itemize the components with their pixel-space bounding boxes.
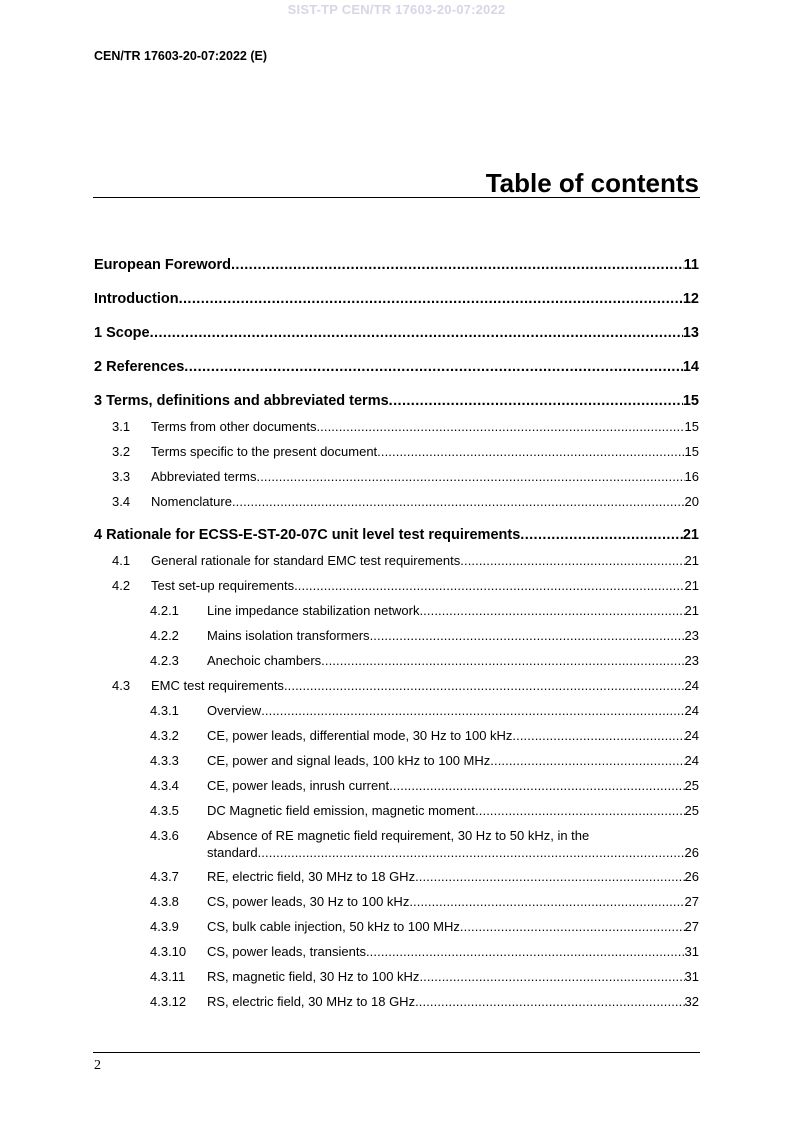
toc-entry-page: 20 xyxy=(684,494,699,509)
toc-entry-page: 26 xyxy=(684,869,699,884)
toc-leader-dots xyxy=(512,727,684,744)
toc-entry-page: 26 xyxy=(684,845,699,860)
toc-leader-dots xyxy=(460,918,685,935)
toc-entry-page: 23 xyxy=(684,628,699,643)
toc-entry-label: 2 References xyxy=(94,359,185,375)
toc-entry-number: 4.1 xyxy=(112,553,131,568)
toc-entry-page: 21 xyxy=(684,603,699,618)
toc-entry-label-line1: Absence of RE magnetic field requirement, 30 Hz to 50 kHz, in the xyxy=(207,828,590,843)
toc-entry-page: 21 xyxy=(682,527,699,543)
toc-entry-label: Abbreviated terms xyxy=(151,469,257,484)
toc-entry-page: 31 xyxy=(684,969,699,984)
toc-entry-label: CS, bulk cable injection, 50 kHz to 100 MHz xyxy=(207,919,460,934)
toc-entry-label: General rationale for standard EMC test requirements xyxy=(151,553,461,568)
toc-leader-dots xyxy=(377,443,684,460)
toc-entry-page: 11 xyxy=(683,257,699,273)
toc-entry-page: 15 xyxy=(684,419,699,434)
toc-entry-page: 13 xyxy=(682,325,699,341)
toc-entry-page: 15 xyxy=(682,393,699,409)
document-reference: CEN/TR 17603-20-07:2022 (E) xyxy=(94,49,267,63)
toc-entry-label: Nomenclature xyxy=(151,494,232,509)
toc-leader-dots xyxy=(419,602,684,619)
toc-entry-page: 24 xyxy=(684,753,699,768)
toc-entry-label: CS, power leads, transients xyxy=(207,944,366,959)
toc-leader-dots xyxy=(294,577,684,594)
toc-leader-dots xyxy=(415,868,684,885)
toc-entry-number: 4.3.11 xyxy=(150,969,186,984)
toc-entry-number: 4.3.3 xyxy=(150,753,179,768)
toc-entry-label: Terms from other documents xyxy=(151,419,317,434)
toc-entry-number: 3.1 xyxy=(112,419,131,434)
toc-entry-page: 14 xyxy=(682,359,699,375)
toc-entry-label: Overview xyxy=(207,703,262,718)
toc-entry-number: 4.2 xyxy=(112,578,131,593)
toc-leader-dots xyxy=(370,627,685,644)
toc-entry-number: 4.3.7 xyxy=(150,869,179,884)
toc-entry-number: 3.2 xyxy=(112,444,131,459)
toc-leader-dots xyxy=(409,893,684,910)
toc-leader-dots xyxy=(415,993,684,1010)
toc-entry-number: 4.3.5 xyxy=(150,803,179,818)
footer-divider xyxy=(93,1052,700,1053)
toc-leader-dots xyxy=(475,802,684,819)
toc-entry-number: 4.2.1 xyxy=(150,603,179,618)
toc-leader-dots xyxy=(258,844,685,861)
toc-leader-dots xyxy=(316,418,684,435)
toc-leader-dots xyxy=(520,527,683,544)
toc-leader-dots xyxy=(150,325,683,342)
toc-entry-label: Test set-up requirements xyxy=(151,578,295,593)
toc-entry-number: 4.3.2 xyxy=(150,728,179,743)
toc-leader-dots xyxy=(419,968,684,985)
watermark: SIST-TP CEN/TR 17603-20-07:2022 xyxy=(287,2,506,17)
toc-entry-number: 3.4 xyxy=(112,494,131,509)
toc-entry-page: 27 xyxy=(684,894,699,909)
toc-entry-label: standard xyxy=(207,845,258,860)
toc-entry-page: 16 xyxy=(684,469,699,484)
toc-leader-dots xyxy=(366,943,685,960)
toc-entry-number: 4.3.9 xyxy=(150,919,179,934)
toc-entry-page: 24 xyxy=(684,703,699,718)
toc-leader-dots xyxy=(257,468,685,485)
toc-entry-label: RS, magnetic field, 30 Hz to 100 kHz xyxy=(207,969,420,984)
toc-entry-label: European Foreword xyxy=(94,257,231,273)
toc-entry-number: 4.3.1 xyxy=(150,703,179,718)
toc-leader-dots xyxy=(389,777,684,794)
toc-entry-page: 24 xyxy=(684,728,699,743)
toc-entry-number: 4.3 xyxy=(112,678,131,693)
toc-leader-dots xyxy=(490,752,684,769)
toc-entry-label: 3 Terms, definitions and abbreviated terms xyxy=(94,393,389,409)
toc-entry-label: CS, power leads, 30 Hz to 100 kHz xyxy=(207,894,410,909)
toc-entry-label: Terms specific to the present document xyxy=(151,444,378,459)
toc-entry-label: Line impedance stabilization network xyxy=(207,603,420,618)
toc-entry-label: CE, power leads, inrush current xyxy=(207,778,390,793)
toc-entry-label: 1 Scope xyxy=(94,325,150,341)
toc-entry-number: 3.3 xyxy=(112,469,131,484)
toc-entry-page: 32 xyxy=(684,994,699,1009)
toc-entry-page: 27 xyxy=(684,919,699,934)
toc-leader-dots xyxy=(179,291,683,308)
toc-entry-number: 4.3.6 xyxy=(150,828,179,843)
toc-entry-label: Anechoic chambers xyxy=(207,653,322,668)
toc-leader-dots xyxy=(231,257,684,274)
toc-entry-label: RE, electric field, 30 MHz to 18 GHz xyxy=(207,869,416,884)
toc-entry-label: 4 Rationale for ECSS-E-ST-20-07C unit level test requirements xyxy=(94,527,521,543)
toc-entry-number: 4.3.12 xyxy=(150,994,187,1009)
toc-entry-label: Mains isolation transformers xyxy=(207,628,370,643)
toc-entry-page: 23 xyxy=(684,653,699,668)
toc-entry-number: 4.2.3 xyxy=(150,653,179,668)
toc-entry-page: 24 xyxy=(684,678,699,693)
toc-entry-label: EMC test requirements xyxy=(151,678,284,693)
toc-entry-number: 4.3.4 xyxy=(150,778,179,793)
toc-leader-dots xyxy=(261,702,684,719)
toc-entry-label: DC Magnetic field emission, magnetic moment xyxy=(207,803,476,818)
toc-leader-dots xyxy=(321,652,684,669)
toc-entry-page: 21 xyxy=(684,553,699,568)
toc-entry-number: 4.3.8 xyxy=(150,894,179,909)
toc-entry-page: 31 xyxy=(684,944,699,959)
toc-entry-page: 25 xyxy=(684,778,699,793)
title-divider xyxy=(93,197,700,198)
toc-leader-dots xyxy=(460,552,684,569)
toc-entry-page: 12 xyxy=(682,291,699,307)
toc-entry-number: 4.2.2 xyxy=(150,628,179,643)
toc-entry-label: CE, power leads, differential mode, 30 Hz to 100 kHz xyxy=(207,728,513,743)
toc-leader-dots xyxy=(389,393,683,410)
toc-leader-dots xyxy=(184,359,683,376)
page-number: 2 xyxy=(94,1058,101,1073)
toc-entry-page: 25 xyxy=(684,803,699,818)
toc-entry-page: 15 xyxy=(684,444,699,459)
toc-entry-page: 21 xyxy=(684,578,699,593)
toc-leader-dots xyxy=(284,677,685,694)
toc-entry-label: RS, electric field, 30 MHz to 18 GHz xyxy=(207,994,416,1009)
toc-entry-label: Introduction xyxy=(94,291,179,307)
toc-entry-label: CE, power and signal leads, 100 kHz to 100 MHz xyxy=(207,753,491,768)
page-title: Table of contents xyxy=(485,168,699,198)
toc-leader-dots xyxy=(232,493,685,510)
toc-entry-number: 4.3.10 xyxy=(150,944,187,959)
